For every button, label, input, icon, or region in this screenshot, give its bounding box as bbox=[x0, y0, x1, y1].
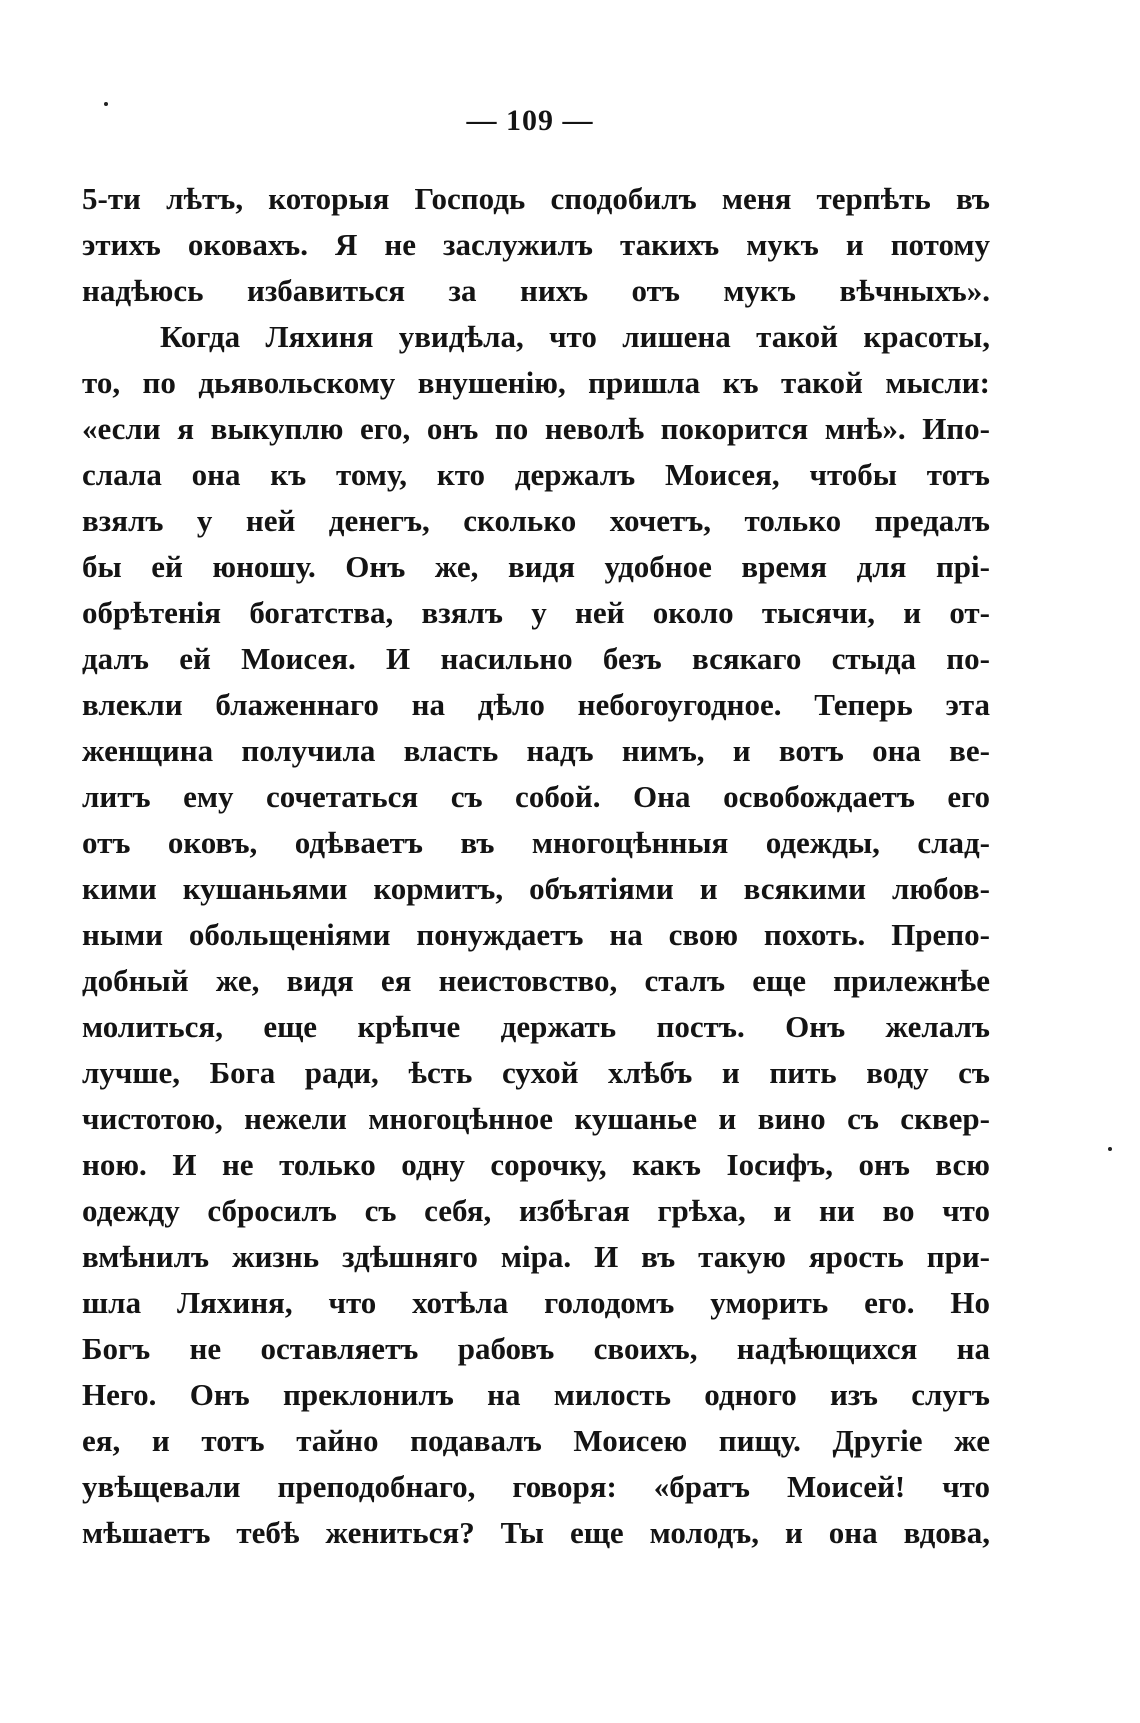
text-line: кими кушаньями кормитъ, объятіями и всякими любов- bbox=[82, 871, 990, 906]
text-line: «если я выкуплю его, онъ по неволѣ покорится мнѣ». Ипо- bbox=[82, 411, 990, 446]
text-line: увѣщевали преподобнаго, говоря: «братъ Моисей! что bbox=[82, 1469, 990, 1504]
text-line: Богъ не оставляетъ рабовъ своихъ, надѣющихся на bbox=[82, 1331, 990, 1366]
text-line: Него. Онъ преклонилъ на милость одного изъ слугъ bbox=[82, 1377, 990, 1412]
page-number: — 109 — bbox=[466, 104, 594, 137]
text-line: надѣюсь избавиться за нихъ отъ мукъ вѣчныхъ». bbox=[82, 273, 990, 308]
text-line: чистотою, нежели многоцѣнное кушанье и вино съ сквер- bbox=[82, 1101, 990, 1136]
text-line: женщина получила власть надъ нимъ, и вотъ она ве- bbox=[82, 733, 990, 768]
text-line: далъ ей Моисея. И насильно безъ всякаго стыда по- bbox=[82, 641, 990, 676]
print-speck bbox=[104, 102, 108, 106]
text-line: этихъ оковахъ. Я не заслужилъ такихъ мукъ и потому bbox=[82, 227, 990, 262]
text-line: взялъ у ней денегъ, сколько хочетъ, только предалъ bbox=[82, 503, 990, 538]
text-line: влекли блаженнаго на дѣло небогоугодное. Теперь эта bbox=[82, 687, 990, 722]
text-line: ными обольщеніями понуждаетъ на свою похоть. Препо- bbox=[82, 917, 990, 952]
body-text bbox=[82, 176, 990, 1556]
text-line: то, по дьявольскому внушенію, пришла къ такой мысли: bbox=[82, 365, 990, 400]
text-line: молиться, еще крѣпче держать постъ. Онъ желалъ bbox=[82, 1009, 990, 1044]
text-line: шла Ляхиня, что хотѣла голодомъ уморить его. Но bbox=[82, 1285, 990, 1320]
text-line: одежду сбросилъ съ себя, избѣгая грѣха, и ни во что bbox=[82, 1193, 990, 1228]
text-line: обрѣтенія богатства, взялъ у ней около тысячи, и от- bbox=[82, 595, 990, 630]
text-line: вмѣнилъ жизнь здѣшняго міра. И въ такую ярость при- bbox=[82, 1239, 990, 1274]
text-line: литъ ему сочетаться съ собой. Она освобождаетъ его bbox=[82, 779, 990, 814]
text-line: мѣшаетъ тебѣ жениться? Ты еще молодъ, и она вдова, bbox=[82, 1515, 990, 1550]
text-line: добный же, видя ея неистовство, сталъ еще прилежнѣе bbox=[82, 963, 990, 998]
text-line: лучше, Бога ради, ѣсть сухой хлѣбъ и пить воду съ bbox=[82, 1055, 990, 1090]
text-line: слала она къ тому, кто держалъ Моисея, чтобы тотъ bbox=[82, 457, 990, 492]
text-line: бы ей юношу. Онъ же, видя удобное время для прі- bbox=[82, 549, 990, 584]
text-line: 5-ти лѣтъ, которыя Господь сподобилъ меня терпѣть въ bbox=[82, 181, 990, 216]
text-line: отъ оковъ, одѣваетъ въ многоцѣнныя одежды, слад- bbox=[82, 825, 990, 860]
print-speck bbox=[1108, 1147, 1112, 1151]
text-line: Когда Ляхиня увидѣла, что лишена такой красоты, bbox=[160, 319, 990, 354]
text-line: ною. И не только одну сорочку, какъ Іосифъ, онъ всю bbox=[82, 1147, 990, 1182]
text-line: ея, и тотъ тайно подавалъ Моисею пищу. Другіе же bbox=[82, 1423, 990, 1458]
